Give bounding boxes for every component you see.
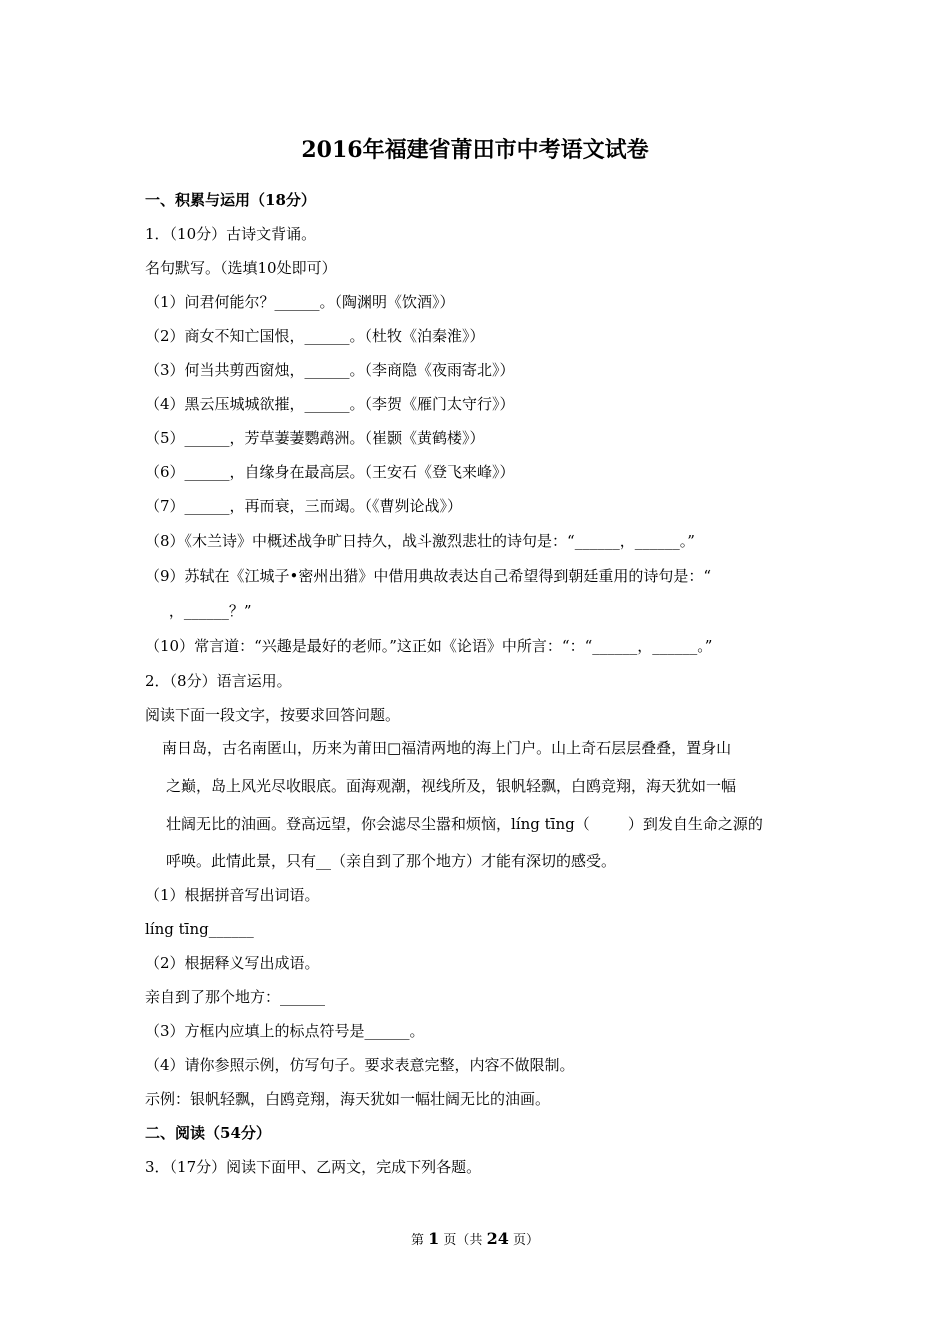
answer-line: líng tīng______: [145, 920, 254, 938]
question-3-stem: 3．（17分）阅读下面甲、乙两文，完成下列各题。: [145, 1158, 482, 1176]
page-footer: [0, 1229, 950, 1251]
page-number: 1: [428, 1229, 440, 1248]
sub-question: （2）根据释义写出成语。: [145, 954, 320, 972]
sub-question: （1）根据拼音写出词语。: [145, 886, 320, 904]
section-heading-2: 二、阅读（54分）: [145, 1124, 271, 1142]
sub-question: （3）方框内应填上的标点符号是______。: [145, 1022, 425, 1040]
answer-line: 亲自到了那个地方：______: [145, 988, 326, 1006]
footer-middle: 页（共: [439, 1233, 487, 1248]
section-heading-1: 一、积累与运用（18分）: [145, 191, 316, 209]
passage-line: 呼唤。此情此景，只有__（亲自到了那个地方）才能有深切的感受。: [166, 852, 617, 870]
recitation-item: （7）______，再而衰，三而竭。（《曹刿论战》）: [145, 497, 463, 515]
recitation-item: （1）问君何能尔？______。（陶渊明《饮酒》）: [145, 293, 455, 311]
passage-line: 壮阔无比的油画。登高远望，你会滤尽尘嚣和烦恼，líng tīng（ ）到发自生命之源的: [166, 815, 763, 833]
recitation-item: （3）何当共剪西窗烛，______。（李商隐《夜雨寄北》）: [145, 361, 515, 379]
recitation-item: （5）______，芳草萋萋鹦鹉洲。（崔颢《黄鹤楼》）: [145, 429, 485, 447]
footer-prefix: 第: [411, 1233, 429, 1248]
recitation-item: （6）______，自缘身在最高层。（王安石《登飞来峰》）: [145, 463, 515, 481]
question-1-stem: 1．（10分）古诗文背诵。: [145, 225, 317, 243]
footer-suffix: 页）: [508, 1233, 539, 1248]
recitation-item: （8）《木兰诗》中概述战争旷日持久，战斗激烈悲壮的诗句是：“______，______。”: [145, 532, 695, 550]
sub-question: （4）请你参照示例，仿写句子。要求表意完整，内容不做限制。: [145, 1056, 575, 1074]
recitation-item: （4）黑云压城城欲摧，______。（李贺《雁门太守行》）: [145, 395, 515, 413]
question-2-stem: 2．（8分）语言运用。: [145, 672, 292, 690]
passage-line: 之巅，岛上风光尽收眼底。面海观潮，视线所及，银帆轻飘，白鸥竞翔，海天犹如一幅: [166, 777, 737, 795]
page-title: 2016年福建省莆田市中考语文试卷: [301, 137, 649, 163]
example-sentence: 示例：银帆轻飘，白鸥竞翔，海天犹如一幅壮阔无比的油画。: [145, 1090, 551, 1108]
passage-line: 南日岛，古名南匿山，历来为莆田□福清两地的海上门户。山上奇石层层叠叠，置身山: [162, 739, 732, 757]
question-2-instruction: 阅读下面一段文字，按要求回答问题。: [145, 706, 401, 724]
question-1-instruction: 名句默写。（选填10处即可）: [145, 259, 337, 277]
recitation-item: （10）常言道：“兴趣是最好的老师。”这正如《论语》中所言：“：“______，______。”: [145, 637, 713, 655]
recitation-item-continued: ，______？”: [145, 602, 252, 620]
recitation-item: （9）苏轼在《江城子•密州出猎》中借用典故表达自己希望得到朝廷重用的诗句是：“: [145, 567, 712, 585]
recitation-item: （2）商女不知亡国恨，______。（杜牧《泊秦淮》）: [145, 327, 485, 345]
page-total: 24: [486, 1229, 509, 1248]
